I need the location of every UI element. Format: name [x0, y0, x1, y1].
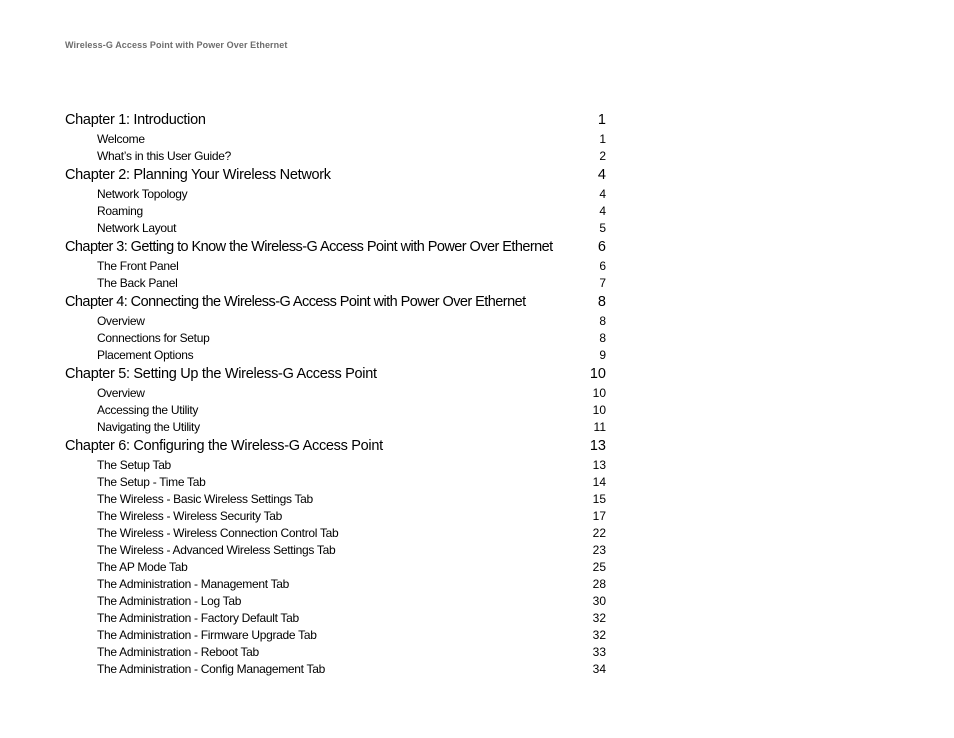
- toc-section-entry[interactable]: [65, 258, 606, 275]
- toc-chapter-title: Chapter 3: Getting to Know the Wireless-G Access Point with Power Over Ethernet: [65, 239, 553, 255]
- toc-chapter-entry[interactable]: [65, 364, 606, 385]
- toc-section-entry[interactable]: [65, 203, 606, 220]
- toc-section-entry[interactable]: [65, 661, 606, 678]
- toc-section-title: The Administration - Log Tab: [97, 594, 242, 608]
- toc-section-title: The Wireless - Basic Wireless Settings Tab: [97, 492, 313, 506]
- toc-section-entry[interactable]: [65, 559, 606, 576]
- toc-section-title: The Wireless - Advanced Wireless Settings Tab: [97, 543, 336, 557]
- toc-section-entry[interactable]: [65, 419, 606, 436]
- toc-section-entry[interactable]: [65, 385, 606, 402]
- toc-section-page-number: 10: [592, 403, 606, 417]
- toc-section-title: The AP Mode Tab: [97, 560, 188, 574]
- toc-section-page-number: 9: [599, 348, 606, 362]
- toc-section-page-number: 33: [592, 645, 606, 659]
- toc-section-title: The Administration - Config Management Tab: [97, 662, 325, 676]
- toc-section-title: The Setup Tab: [97, 458, 171, 472]
- toc-section-entry[interactable]: [65, 402, 606, 419]
- toc-section-entry[interactable]: [65, 627, 606, 644]
- toc-section-entry[interactable]: [65, 131, 606, 148]
- toc-chapter-page-number: 6: [597, 239, 606, 255]
- toc-section-page-number: 4: [599, 187, 606, 201]
- toc-section-page-number: 1: [599, 132, 606, 146]
- toc-section-entry[interactable]: [65, 644, 606, 661]
- toc-section-title: Connections for Setup: [97, 331, 210, 345]
- toc-section-page-number: 23: [592, 543, 606, 557]
- toc-chapter-page-number: 8: [597, 294, 606, 310]
- toc-section-page-number: 13: [592, 458, 606, 472]
- toc-chapter-page-number: 10: [589, 366, 606, 382]
- toc-chapter-page-number: 4: [597, 167, 606, 183]
- toc-section-entry[interactable]: [65, 313, 606, 330]
- toc-section-page-number: 5: [599, 221, 606, 235]
- toc-section-entry[interactable]: [65, 593, 606, 610]
- toc-section-title: Roaming: [97, 204, 143, 218]
- toc-chapter-entry[interactable]: [65, 110, 606, 131]
- toc-chapter-title: Chapter 4: Connecting the Wireless-G Access Point with Power Over Ethernet: [65, 294, 526, 310]
- toc-section-page-number: 22: [592, 526, 606, 540]
- toc-section-page-number: 32: [592, 611, 606, 625]
- toc-section-entry[interactable]: [65, 148, 606, 165]
- toc-section-page-number: 25: [592, 560, 606, 574]
- toc-section-page-number: 30: [592, 594, 606, 608]
- toc-section-page-number: 17: [592, 509, 606, 523]
- toc-section-page-number: 4: [599, 204, 606, 218]
- toc-chapter-entry[interactable]: [65, 436, 606, 457]
- toc-section-title: The Administration - Reboot Tab: [97, 645, 259, 659]
- toc-section-title: The Wireless - Wireless Security Tab: [97, 509, 283, 523]
- toc-section-title: The Administration - Management Tab: [97, 577, 290, 591]
- toc-section-page-number: 10: [592, 386, 606, 400]
- toc-section-entry[interactable]: [65, 542, 606, 559]
- toc-section-entry[interactable]: [65, 186, 606, 203]
- toc-section-title: The Front Panel: [97, 259, 179, 273]
- table-of-contents: [65, 110, 606, 678]
- toc-section-title: Welcome: [97, 132, 145, 146]
- toc-section-title: Network Layout: [97, 221, 177, 235]
- toc-section-title: The Wireless - Wireless Connection Control Tab: [97, 526, 339, 540]
- toc-section-entry[interactable]: [65, 525, 606, 542]
- toc-section-entry[interactable]: [65, 474, 606, 491]
- toc-section-title: Overview: [97, 314, 145, 328]
- toc-section-entry[interactable]: [65, 576, 606, 593]
- toc-section-page-number: 7: [599, 276, 606, 290]
- running-header: Wireless-G Access Point with Power Over Ethernet: [65, 40, 288, 50]
- toc-chapter-title: Chapter 6: Configuring the Wireless-G Access Point: [65, 438, 383, 454]
- toc-section-title: The Administration - Factory Default Tab: [97, 611, 299, 625]
- toc-chapter-entry[interactable]: [65, 165, 606, 186]
- toc-section-page-number: 6: [599, 259, 606, 273]
- toc-chapter-title: Chapter 1: Introduction: [65, 112, 206, 128]
- toc-chapter-title: Chapter 2: Planning Your Wireless Network: [65, 167, 331, 183]
- toc-section-entry[interactable]: [65, 347, 606, 364]
- toc-section-title: The Setup - Time Tab: [97, 475, 206, 489]
- toc-section-entry[interactable]: [65, 220, 606, 237]
- toc-section-title: The Administration - Firmware Upgrade Tab: [97, 628, 317, 642]
- toc-section-title: Placement Options: [97, 348, 194, 362]
- toc-chapter-title: Chapter 5: Setting Up the Wireless-G Access Point: [65, 366, 377, 382]
- toc-section-title: Network Topology: [97, 187, 188, 201]
- toc-chapter-page-number: 1: [597, 112, 606, 128]
- toc-section-title: Overview: [97, 386, 145, 400]
- toc-section-title: Navigating the Utility: [97, 420, 200, 434]
- toc-section-entry[interactable]: [65, 508, 606, 525]
- toc-chapter-entry[interactable]: [65, 237, 606, 258]
- toc-section-page-number: 32: [592, 628, 606, 642]
- toc-section-title: Accessing the Utility: [97, 403, 199, 417]
- toc-chapter-entry[interactable]: [65, 292, 606, 313]
- toc-section-page-number: 15: [592, 492, 606, 506]
- toc-section-page-number: 8: [599, 314, 606, 328]
- toc-section-page-number: 34: [592, 662, 606, 676]
- toc-section-entry[interactable]: [65, 275, 606, 292]
- toc-section-entry[interactable]: [65, 491, 606, 508]
- toc-section-title: What’s in this User Guide?: [97, 149, 232, 163]
- toc-chapter-page-number: 13: [589, 438, 606, 454]
- toc-section-page-number: 8: [599, 331, 606, 345]
- toc-section-page-number: 28: [592, 577, 606, 591]
- toc-section-page-number: 14: [592, 475, 606, 489]
- toc-section-entry[interactable]: [65, 610, 606, 627]
- toc-section-page-number: 2: [599, 149, 606, 163]
- toc-section-page-number: 11: [593, 420, 606, 434]
- toc-section-entry[interactable]: [65, 330, 606, 347]
- toc-section-title: The Back Panel: [97, 276, 178, 290]
- toc-section-entry[interactable]: [65, 457, 606, 474]
